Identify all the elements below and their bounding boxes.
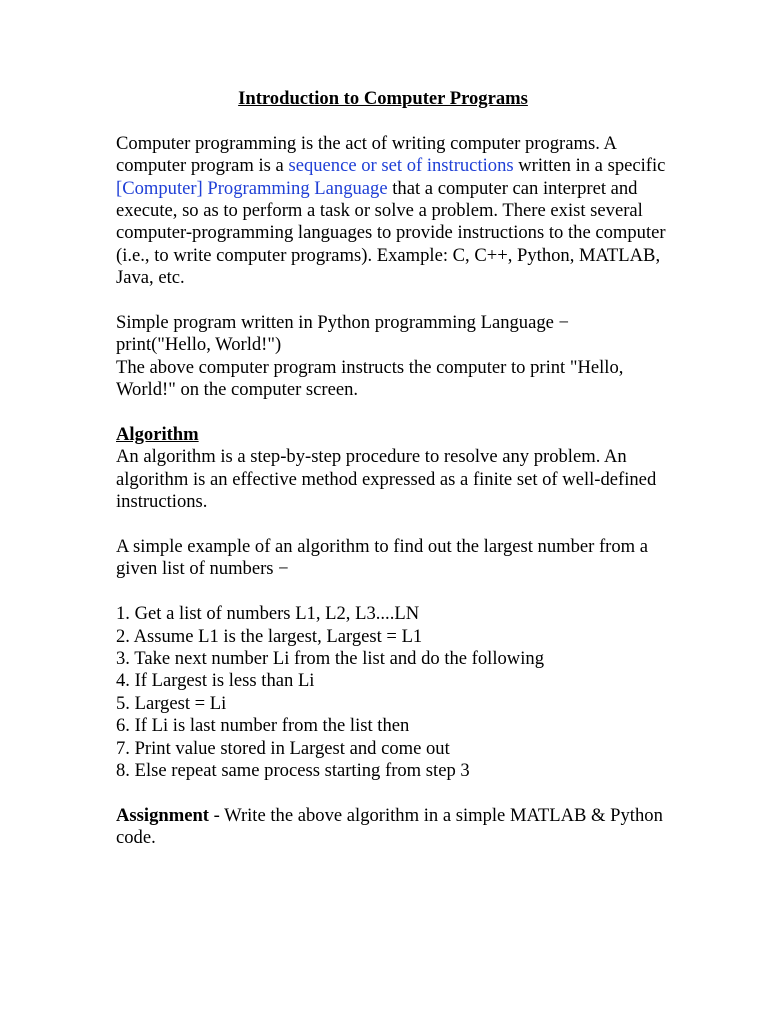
assignment-label: Assignment (116, 804, 209, 826)
list-item: 6. If Li is last number from the list then (116, 715, 410, 737)
document-title: Introduction to Computer Programs (238, 88, 528, 109)
list-item: 8. Else repeat same process starting from step 3 (116, 760, 470, 782)
intro-paragraph (116, 133, 676, 290)
algorithm-heading: Algorithm (116, 424, 199, 446)
assignment-text: - Write the above algorithm in a simple MATLAB & Python code. (116, 804, 663, 849)
list-item: 7. Print value stored in Largest and come out (116, 737, 450, 759)
example-line-1: Simple program written in Python programming Language − (116, 312, 570, 334)
link-sequence-of-instructions[interactable]: sequence or set of instructions (288, 155, 514, 177)
example-paragraph (116, 312, 676, 402)
intro-text-1: Computer programming is the act of writing computer programs. A computer program is a (116, 132, 616, 177)
list-item: 1. Get a list of numbers L1, L2, L3....LN (116, 603, 420, 625)
intro-text-2: written in a specific (513, 155, 666, 177)
intro-text-3: that a computer can interpret and execute, so as to perform a task or solve a problem. There exist several computer-programming languages to provide instructions to the computer (i.e., to write computer programs). Example: C, C++, Python, MATLAB, Java, etc. (116, 177, 666, 289)
example-line-3: The above computer program instructs the computer to print "Hello, World!" on the computer screen. (116, 356, 624, 401)
document-page (116, 88, 676, 872)
algorithm-steps-list (116, 603, 676, 782)
algorithm-paragraph (116, 424, 676, 514)
algorithm-example-intro: A simple example of an algorithm to find out the largest number from a given list of numbers − (116, 536, 649, 580)
list-item: 2. Assume L1 is the largest, Largest = L1 (116, 625, 423, 647)
algorithm-definition: An algorithm is a step-by-step procedure to resolve any problem. An algorithm is an effective method expressed as a finite set of well-defined instructions. (116, 446, 657, 513)
list-item: 5. Largest = Li (116, 692, 227, 714)
link-programming-language[interactable]: [Computer] Programming Language (116, 177, 388, 199)
list-item: 4. If Largest is less than Li (116, 670, 315, 692)
list-item: 3. Take next number Li from the list and do the following (116, 648, 544, 670)
assignment-paragraph (116, 805, 676, 850)
example-code-line: print("Hello, World!") (116, 334, 282, 356)
